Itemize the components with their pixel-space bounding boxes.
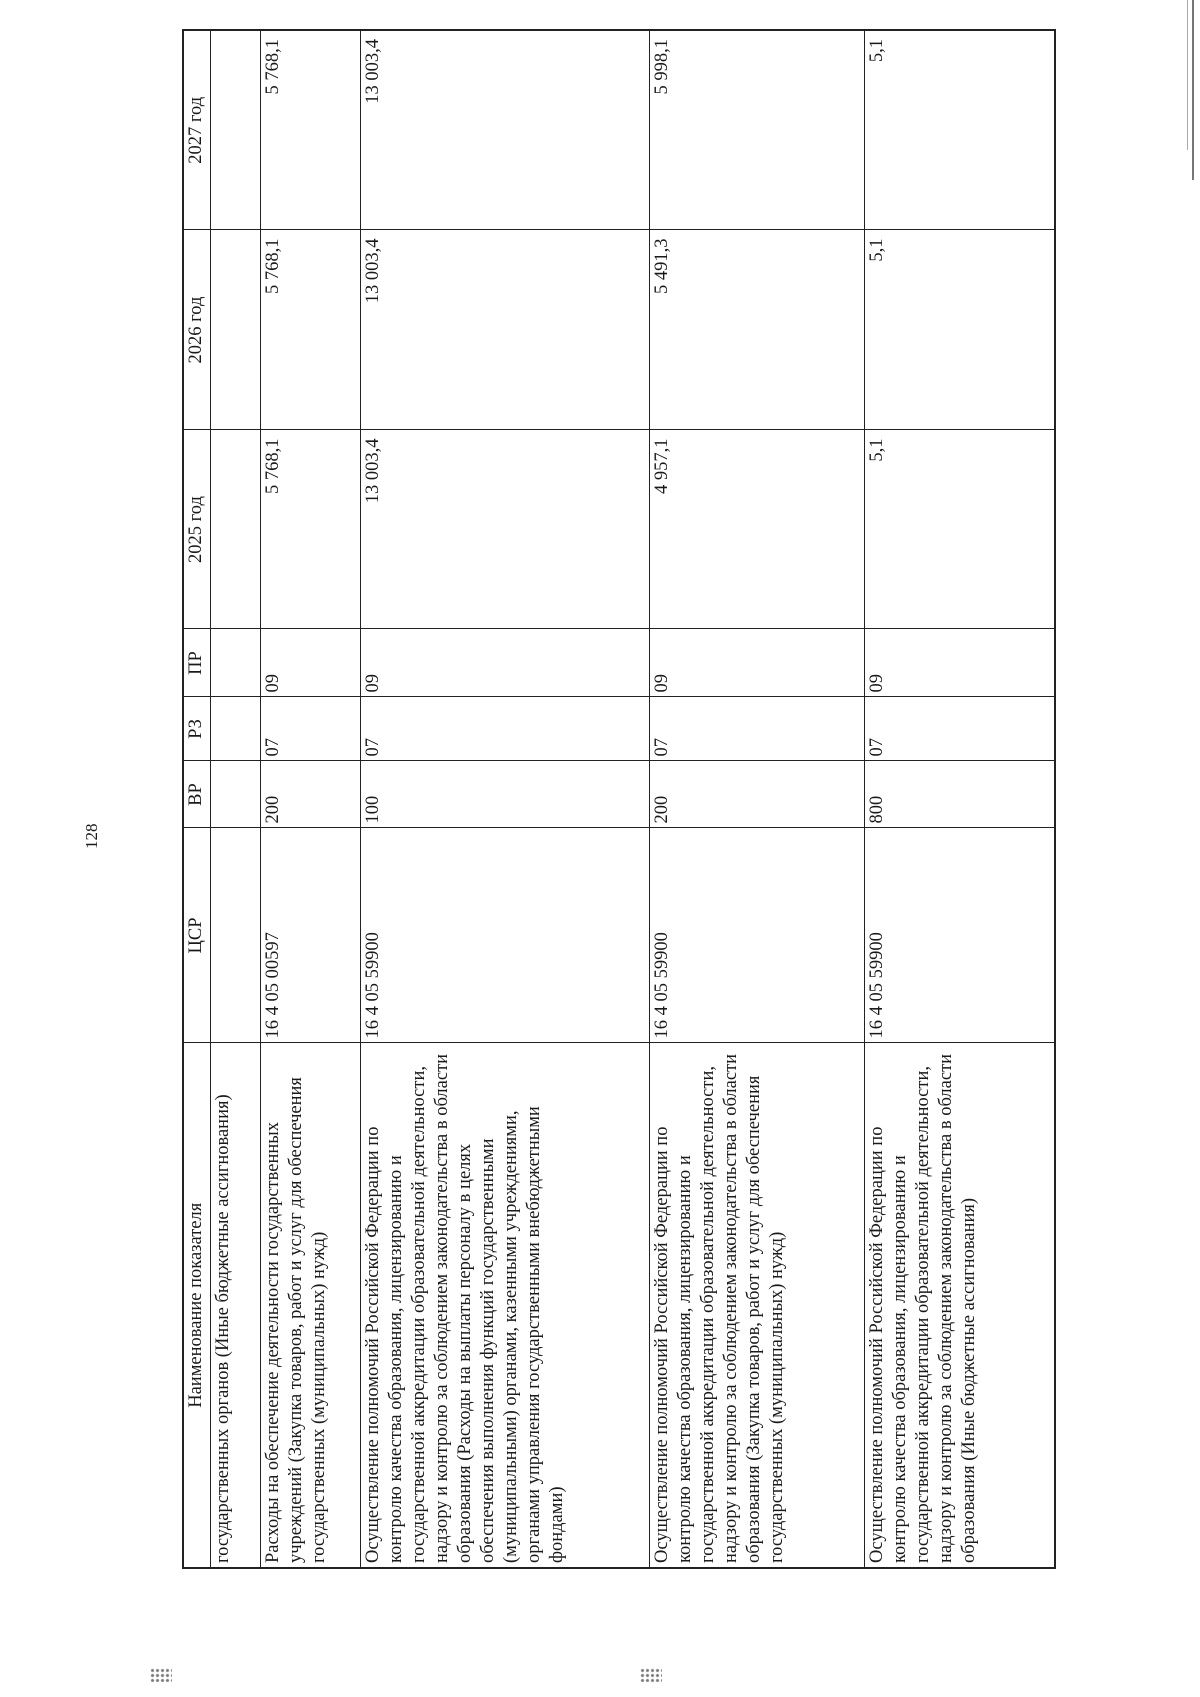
row-csr: 16 4 05 00597 <box>261 828 361 1043</box>
row-rz: 07 <box>865 697 1055 761</box>
row-2026: 13 003,4 <box>361 230 650 430</box>
row-2025: 4 957,1 <box>650 430 865 629</box>
header-rz: РЗ <box>183 697 211 761</box>
row-2027 <box>211 30 261 230</box>
table-row <box>211 30 261 1568</box>
table-header-row <box>183 30 211 1568</box>
header-name: Наименование показателя <box>183 1043 211 1568</box>
row-pr: 09 <box>865 629 1055 697</box>
row-name: Осуществление полномочий Российской Федерации по контролю качества образования, лицензированию и государственной аккредитации образовательной деятельности, надзору и контролю за соблюдением законодательства в области образования (Закупка товаров, работ и услуг для обеспечения государственных (муниципальных) нужд) <box>650 1043 865 1568</box>
row-2026: 5 491,3 <box>650 230 865 430</box>
header-2025: 2025 год <box>183 430 211 629</box>
row-2027: 5 998,1 <box>650 30 865 230</box>
row-csr <box>211 828 261 1043</box>
row-vr <box>211 761 261 828</box>
row-2027: 5 768,1 <box>261 30 361 230</box>
row-name: Осуществление полномочий Российской Федерации по контролю качества образования, лицензированию и государственной аккредитации образовательной деятельности, надзору и контролю за соблюдением законодательства в области образования (Иные бюджетные ассигнования) <box>865 1043 1055 1568</box>
row-2025 <box>211 430 261 629</box>
header-csr: ЦСР <box>183 828 211 1043</box>
row-rz: 07 <box>261 697 361 761</box>
row-csr: 16 4 05 59900 <box>361 828 650 1043</box>
row-name: Расходы на обеспечение деятельности государственных учреждений (Закупка товаров, работ и услуг для обеспечения государственных (муниципальных) нужд) <box>261 1043 361 1568</box>
row-2026: 5 768,1 <box>261 230 361 430</box>
row-2026 <box>211 230 261 430</box>
row-2027: 13 003,4 <box>361 30 650 230</box>
row-rz: 07 <box>361 697 650 761</box>
header-2027: 2027 год <box>183 30 211 230</box>
row-csr: 16 4 05 59900 <box>865 828 1055 1043</box>
row-pr: 09 <box>361 629 650 697</box>
row-vr: 100 <box>361 761 650 828</box>
row-name: государственных органов (Иные бюджетные ассигнования) <box>211 1043 261 1568</box>
row-2027: 5,1 <box>865 30 1055 230</box>
table-row <box>650 30 865 1568</box>
row-vr: 200 <box>261 761 361 828</box>
row-csr: 16 4 05 59900 <box>650 828 865 1043</box>
table-row <box>261 30 361 1568</box>
row-rz: 07 <box>650 697 865 761</box>
row-pr: 09 <box>650 629 865 697</box>
header-2026: 2026 год <box>183 230 211 430</box>
budget-table <box>182 29 1056 1569</box>
row-2025: 5 768,1 <box>261 430 361 629</box>
row-vr: 800 <box>865 761 1055 828</box>
row-2025: 5,1 <box>865 430 1055 629</box>
row-pr <box>211 629 261 697</box>
row-2025: 13 003,4 <box>361 430 650 629</box>
table-row <box>865 30 1055 1568</box>
row-rz <box>211 697 261 761</box>
rotated-page: 128 Наименование показателя ЦСР ВР РЗ ПР 2025 год 2026 год 2027 год государственных органов (Иные бюджетные ассигнования) Расходы на обеспечение деятельности государственных учреждений (Закупка товаров, работ и услуг для обеспечения государственных (муниципальных) нужд) 16 4 05 00597 200 07 09 5 768,1 5 768,1 5 768,1 Осуществление полномочий Российской Федерации по контролю качества образования, лицензированию и государственной аккредитации образовательной деятельности, надзору и контролю за соблюдением законодательства в области образования (Расходы на выплаты персоналу в целях обеспечения выполнения функций государственными (муниципальными) органами, казенными учреждениями, органами управления государственными внебюджетными фондами) 16 4 05 59900 100 07 09 13 003,4 13 003,4 13 003,4 Осуществление полномочий Российской Федерации по контролю качества образования, лицензированию и государственной аккредитации образовательной деятельности, надзору и контролю за соблюдением законодательства в области образования (Закупка товаров, работ и услуг для обеспечения государственных (муниципальных) нужд) 16 4 05 59900 200 07 09 4 957,1 5 491,3 5 998,1 Осуществление полномочий Российской Федерации по контролю качества образования, лицензированию и государственной аккредитации образовательной деятельности, надзору и контролю за соблюдением законодательства в области образования (Иные бюджетные ассигнования) 16 4 05 59900 800 07 09 5,1 5,1 5,1 <box>0 0 1200 1697</box>
row-pr: 09 <box>261 629 361 697</box>
row-vr: 200 <box>650 761 865 828</box>
row-2026: 5,1 <box>865 230 1055 430</box>
header-vr: ВР <box>183 761 211 828</box>
row-name: Осуществление полномочий Российской Федерации по контролю качества образования, лицензированию и государственной аккредитации образовательной деятельности, надзору и контролю за соблюдением законодательства в области образования (Расходы на выплаты персоналу в целях обеспечения выполнения функций государственными (муниципальными) органами, казенными учреждениями, органами управления государственными внебюджетными фондами) <box>361 1043 650 1568</box>
table-row <box>361 30 650 1568</box>
header-pr: ПР <box>183 629 211 697</box>
